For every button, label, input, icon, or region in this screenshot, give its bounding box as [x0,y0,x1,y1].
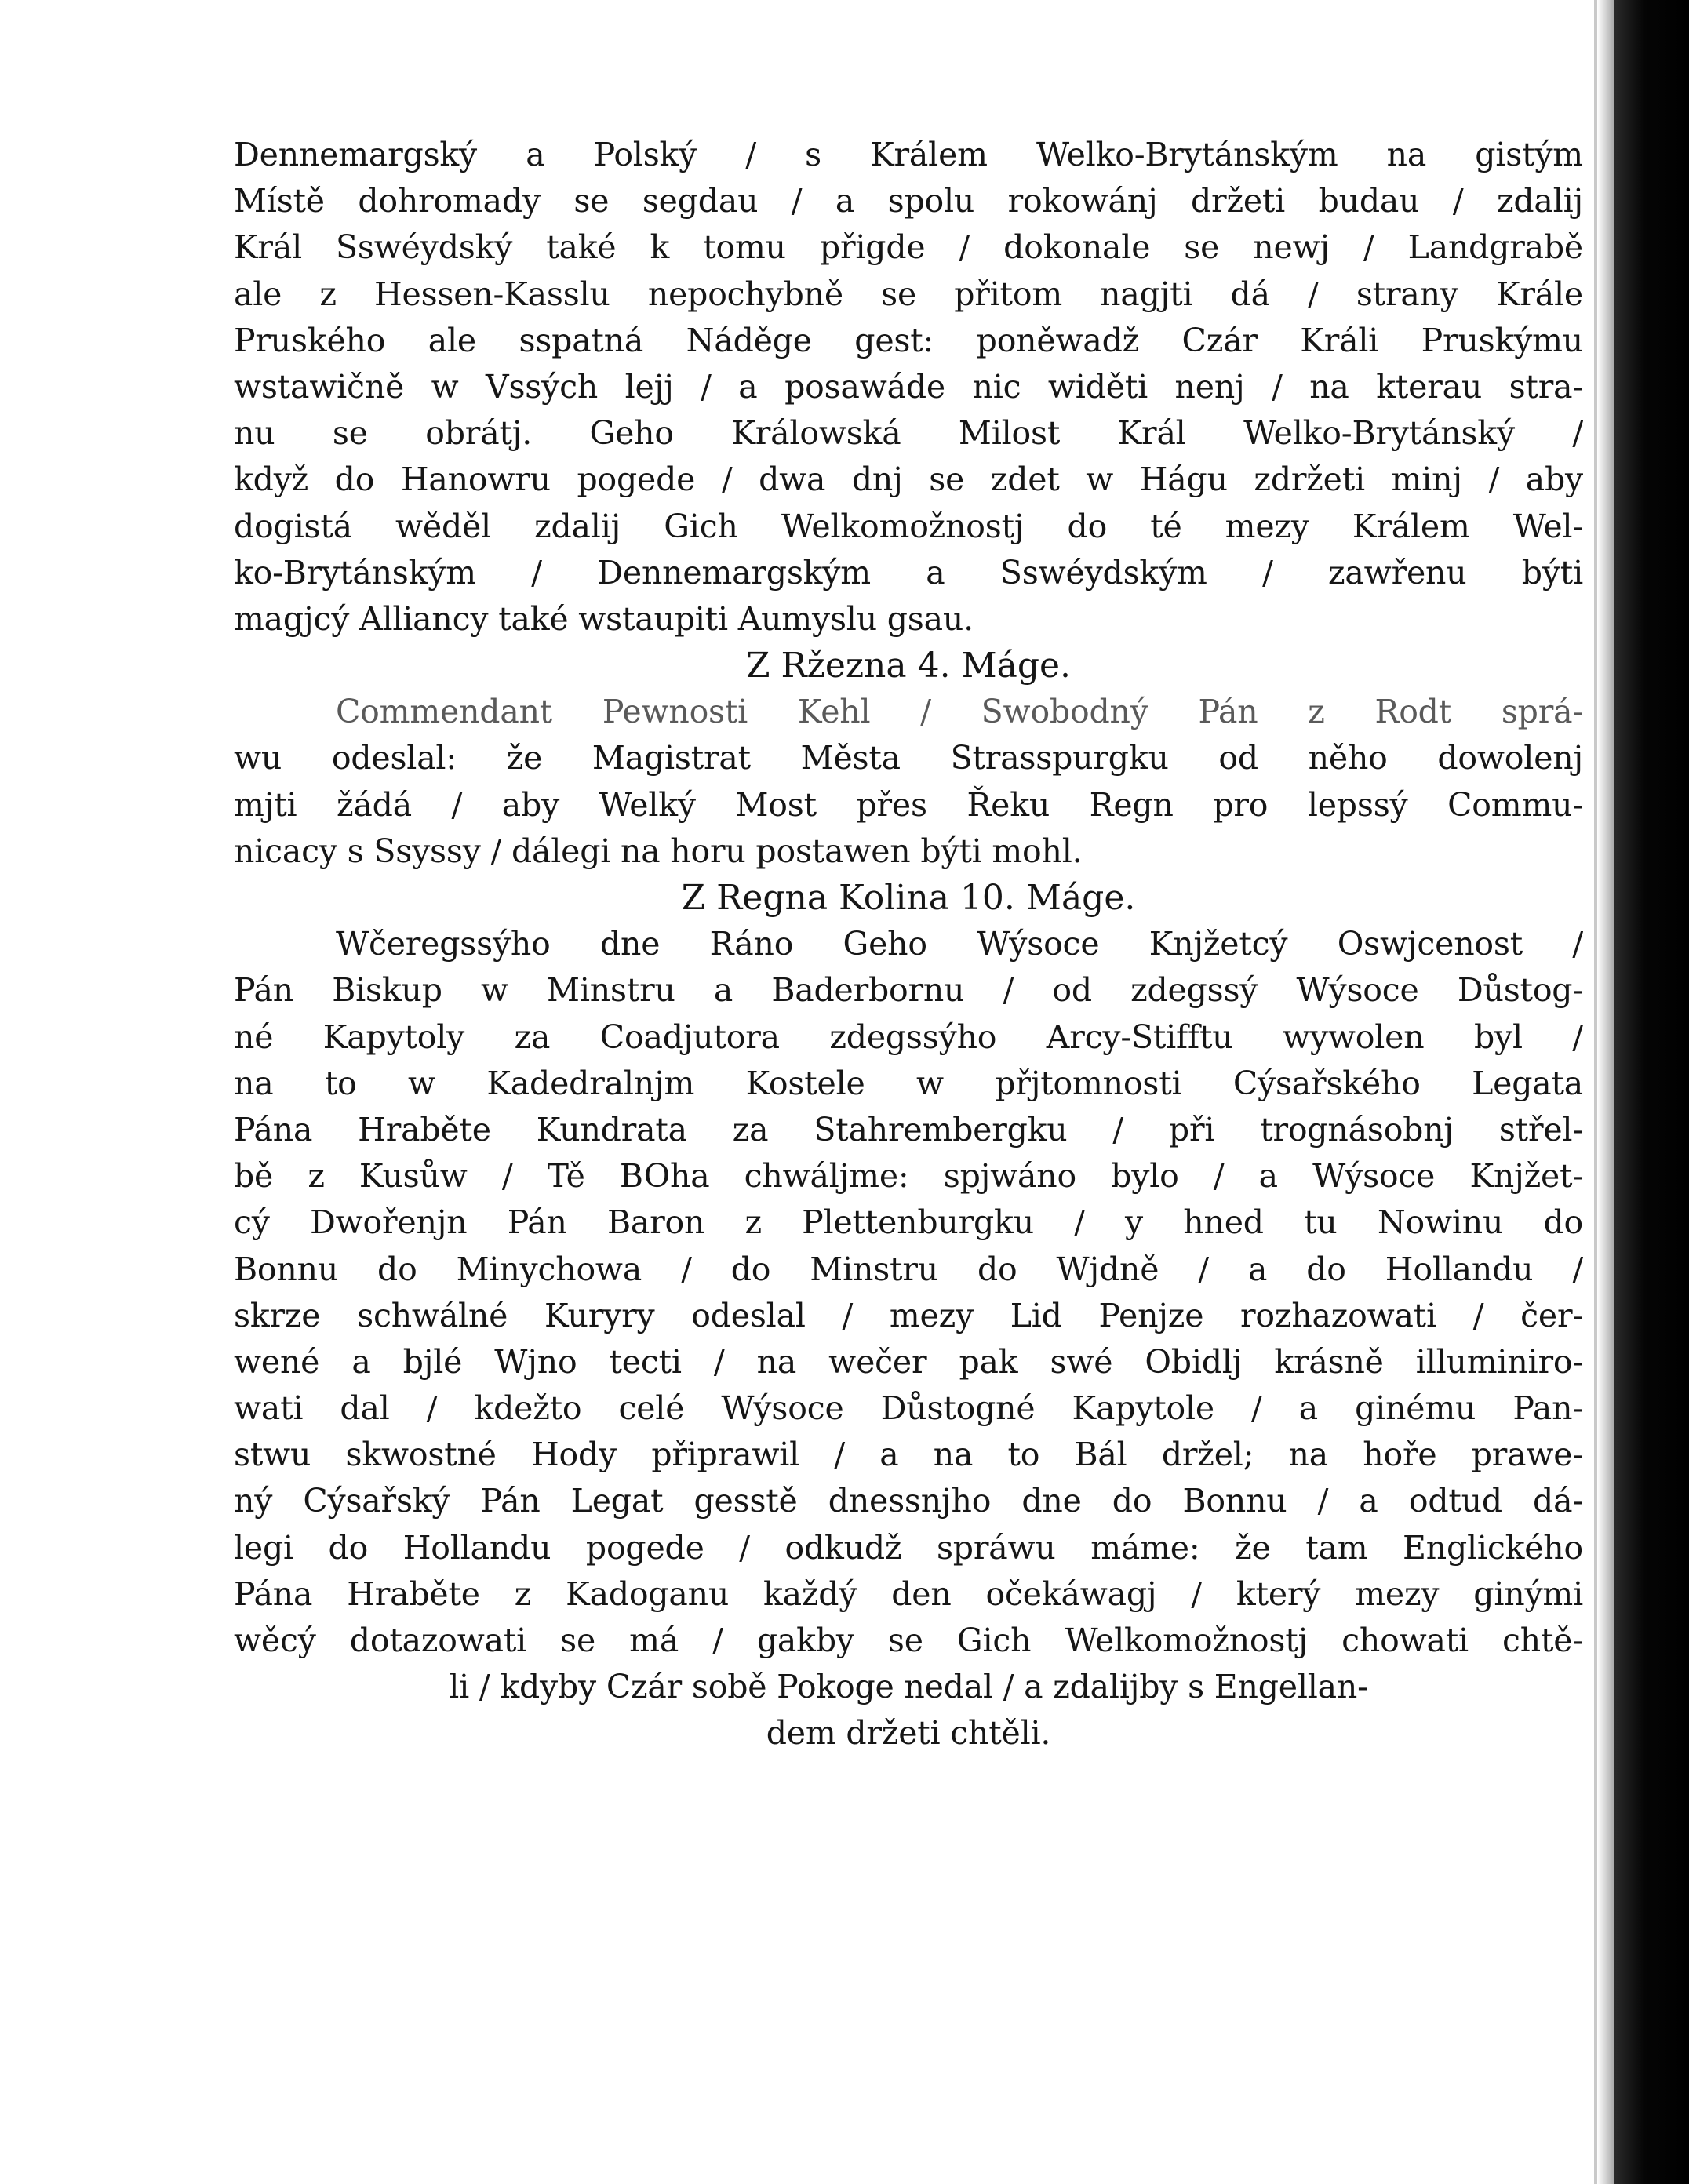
text-line: nu se obrátj. Geho Králowská Milost Král Welko-Brytánský / [234,414,1583,453]
section-2 [234,642,1583,875]
text-line: na to w Kadedralnjm Kostele w přjtomnosti Cýsařského Legata [234,1064,1583,1102]
text-line: cý Dwořenjn Pán Baron z Plettenburgku / y hned tu Nowinu do [234,1203,1583,1242]
book-binding [1614,0,1689,2184]
text-line: ale z Hessen-Kasslu nepochybně se přitom nagjti dá / strany Krále [234,275,1583,313]
text-line: Pána Hraběte z Kadoganu každý den očekáwagj / který mezy ginými [234,1574,1583,1613]
text-line: nicacy s Ssyssy / dálegi na horu postawen býti mohl. [234,832,1083,870]
text-line: ko-Brytánským / Dennemargským a Sswéydským / zawřenu býti [234,553,1583,592]
section-3 [234,875,1583,1757]
text-line: wstawičně w Vssých lejj / a posawáde nic widěti nenj / na kterau stra- [234,367,1583,406]
text-line: wati dal / kdežto celé Wýsoce Důstogné Kapytole / a ginému Pan- [234,1389,1583,1428]
text-line: wu odeslal: že Magistrat Města Strasspurgku od něho dowolenj [234,739,1583,777]
text-line: Pána Hraběte Kundrata za Stahrembergku / při trognásobnj střel- [234,1110,1583,1148]
text-line: Wčeregssýho dne Ráno Geho Wýsoce Knjžetcý Oswjcenost / [336,925,1583,963]
text-line: Pán Biskup w Minstru a Baderbornu / od zdegssý Wýsoce Důstog- [234,971,1583,1010]
text-line: dem držeti chtěli. [766,1714,1051,1753]
text-block [234,132,1583,1757]
text-line: li / kdyby Czár sobě Pokoge nedal / a zdalijby s Engellan- [449,1668,1368,1706]
text-line: když do Hanowru pogede / dwa dnj se zdet w Hágu zdržeti minj / aby [234,460,1583,499]
text-line: wené a bjlé Wjno tecti / na wečer pak swé Obidlj krásně illuminiro- [234,1342,1583,1381]
text-line: bě z Kusůw / Tě BOha chwáljme: spjwáno bylo / a Wýsoce Knjžet- [234,1157,1583,1196]
text-line: magjcý Alliancy také wstaupiti Aumyslu gsau. [234,599,974,638]
dateline-heading: Z Regna Kolina 10. Máge. [681,878,1136,918]
text-line: Pruského ale sspatná Náděge gest: poněwadž Czár Králi Pruskýmu [234,321,1583,359]
text-line: né Kapytoly za Coadjutora zdegssýho Arcy-Stifftu wywolen byl / [234,1017,1583,1056]
dateline-heading: Z Ržezna 4. Máge. [745,646,1072,686]
text-line: wěcý dotazowati se má / gakby se Gich Welkomožnostj chowati chtě- [234,1622,1583,1659]
text-line: Král Sswéydský také k tomu přigde / dokonale se newj / Landgrabě [234,228,1583,267]
text-line: stwu skwostné Hody připrawil / a na to Bál držel; na hoře prawe- [234,1436,1583,1474]
text-line: Místě dohromady se segdau / a spolu rokowánj držeti budau / zdalij [234,182,1583,220]
text-line: skrze schwálné Kuryry odeslal / mezy Lid Penjze rozhazowati / čer- [234,1296,1583,1334]
text-line: dogistá wěděl zdalij Gich Welkomožnostj do té mezy Králem Wel- [234,507,1583,545]
text-line: legi do Hollandu pogede / odkudž spráwu máme: že tam Englického [234,1528,1583,1567]
section-1 [234,132,1583,642]
text-line: Dennemargský a Polský / s Králem Welko-Brytánským na gistým [234,136,1583,173]
text-line: ný Cýsařský Pán Legat gesstě dnessnjho dne do Bonnu / a odtud dá- [234,1482,1583,1520]
binding-shadow [1597,0,1614,2184]
text-line: Bonnu do Minychowa / do Minstru do Wjdně / a do Hollandu / [234,1250,1583,1288]
text-line: mjti žádá / aby Welký Most přes Řeku Regn pro lepssý Commu- [234,785,1583,824]
text-line: Commendant Pewnosti Kehl / Swobodný Pán z Rodt sprá- [336,693,1583,731]
